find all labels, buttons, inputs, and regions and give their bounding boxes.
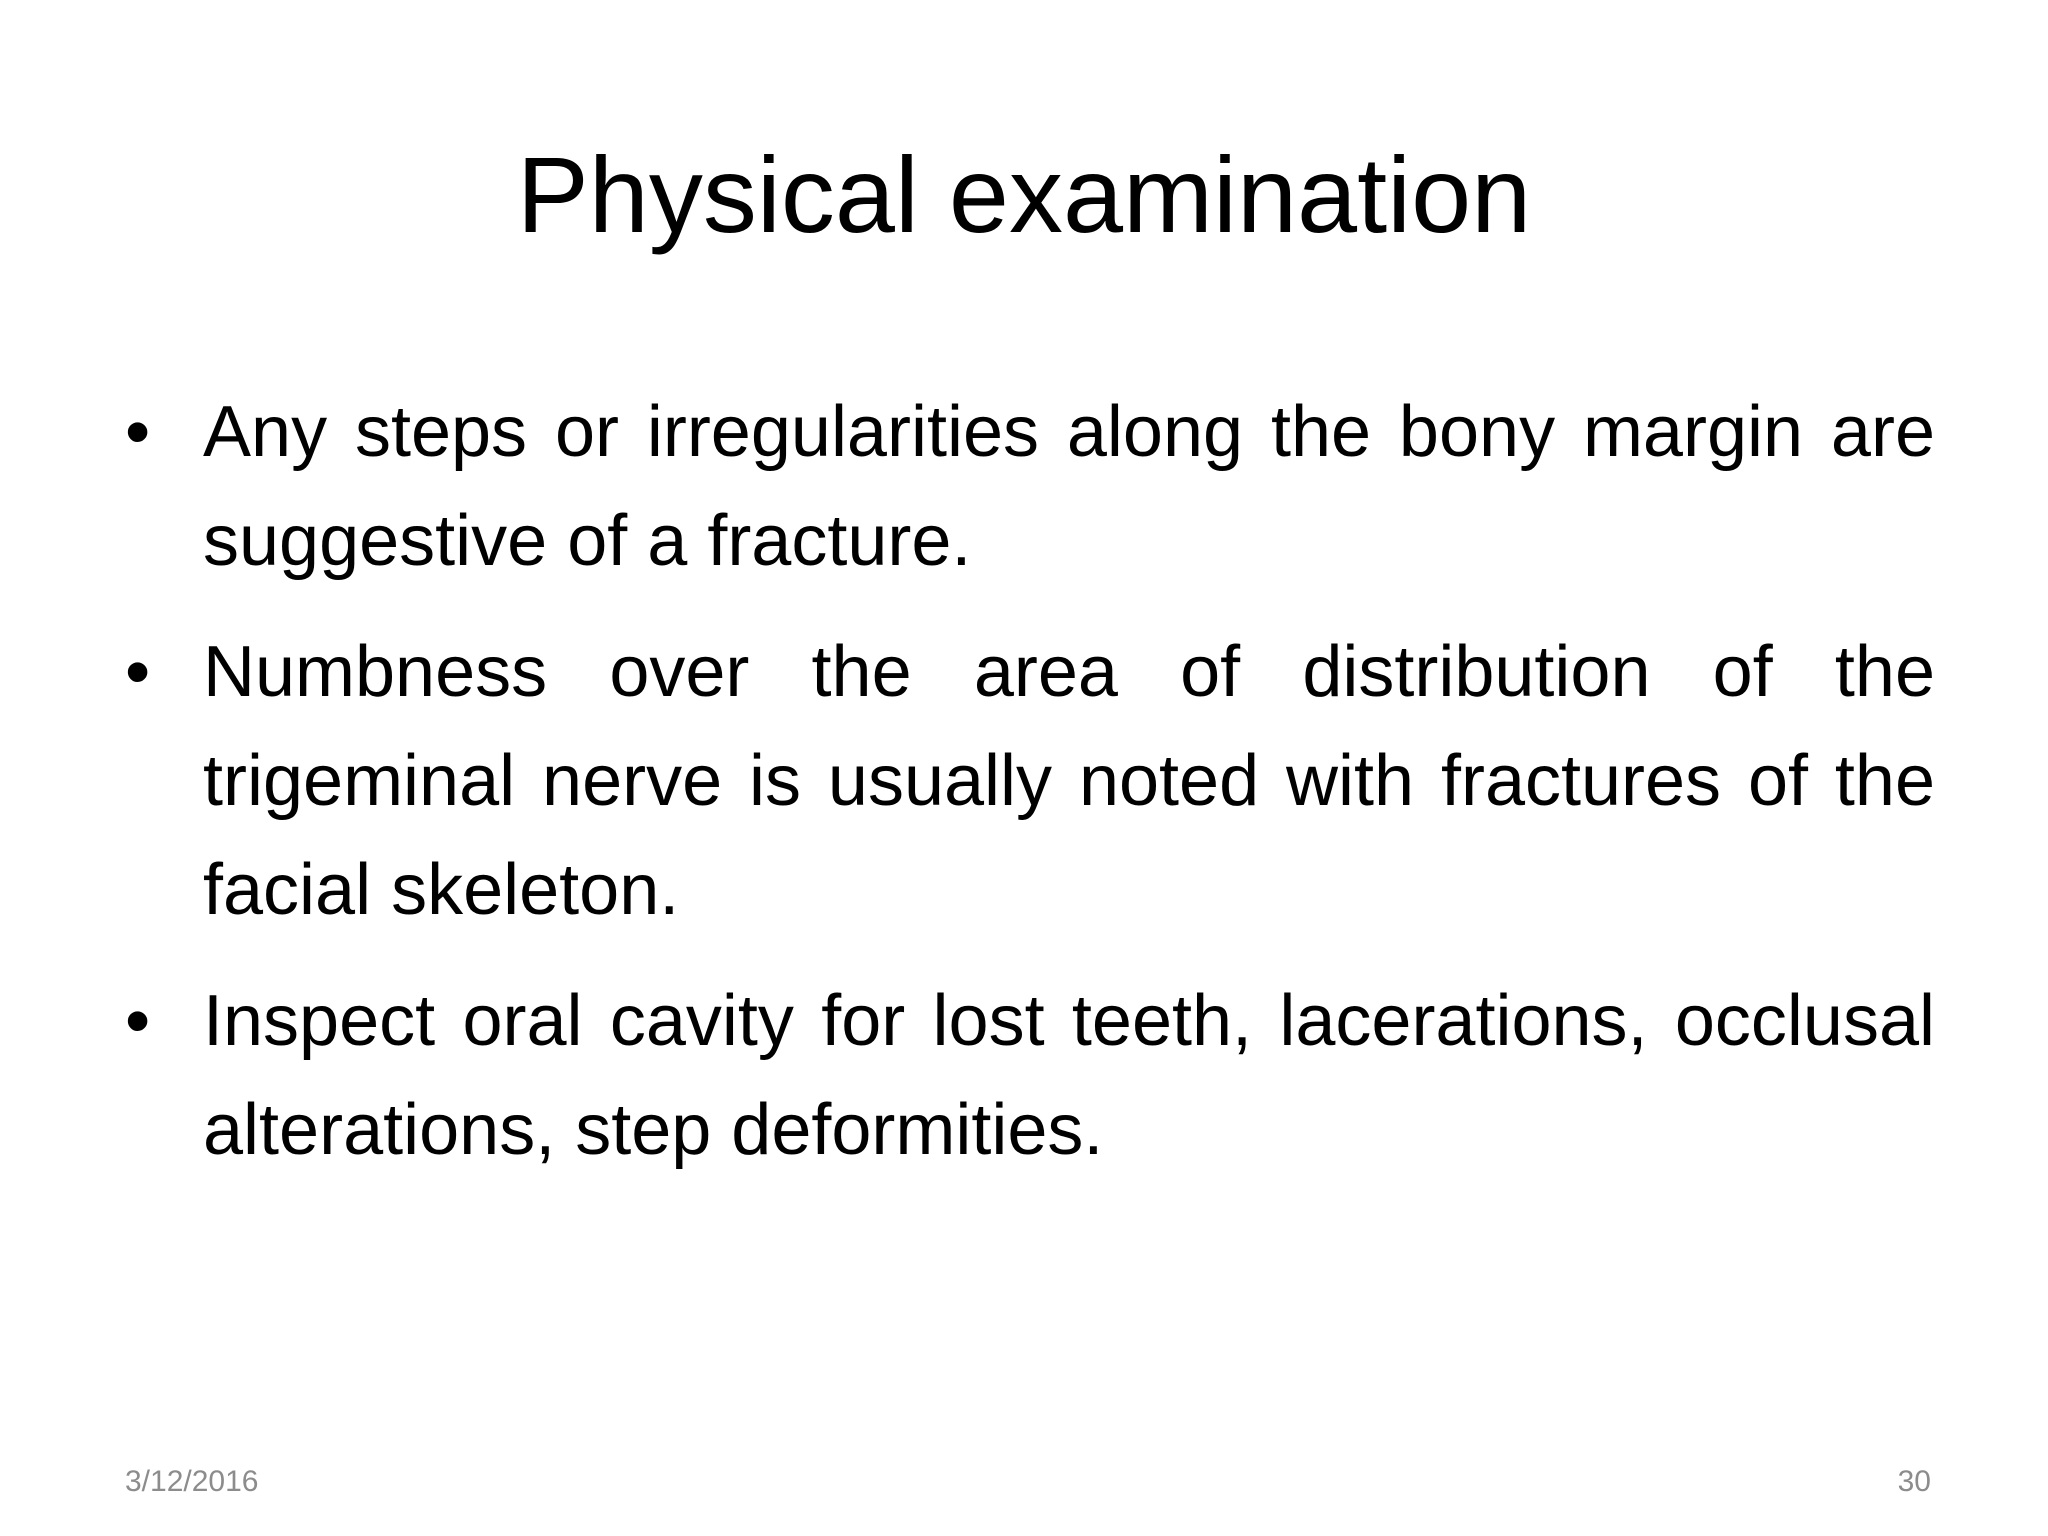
bullet-item [125, 618, 1935, 945]
bullet-marker: • [125, 632, 151, 712]
bullet-text: Numbness over the area of distribution of the trigeminal nerve is usually noted with fractures of the facial skeleton. [203, 632, 1935, 930]
bullet-list [125, 378, 1935, 1207]
bullet-marker: • [125, 392, 151, 472]
bullet-item [125, 967, 1935, 1185]
slide-title: Physical examination [516, 134, 1532, 255]
bullet-item [125, 378, 1935, 596]
bullet-marker: • [125, 981, 151, 1061]
bullet-text: Inspect oral cavity for lost teeth, lacerations, occlusal alterations, step deformities. [203, 981, 1935, 1170]
footer-page-number: 30 [1897, 1465, 1931, 1498]
footer-date: 3/12/2016 [125, 1465, 259, 1498]
bullet-text: Any steps or irregularities along the bony margin are suggestive of a fracture. [203, 392, 1935, 581]
